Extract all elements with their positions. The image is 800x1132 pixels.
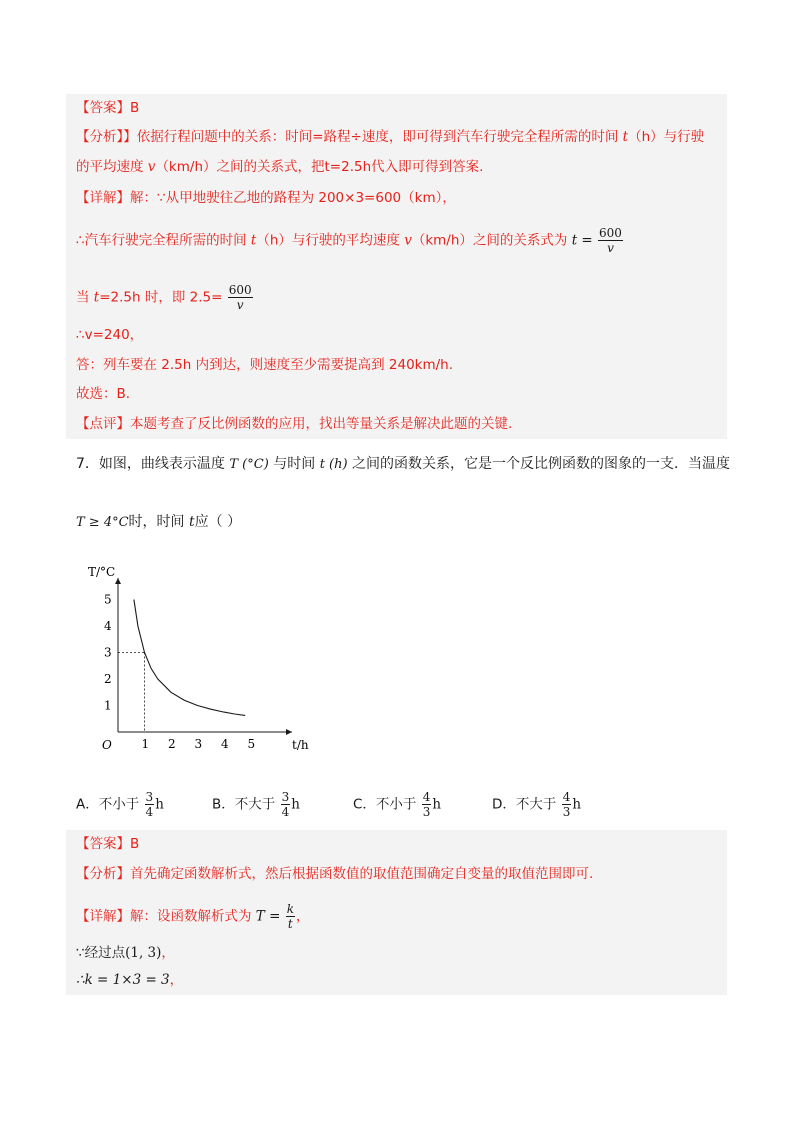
x-tick-label: 5 <box>247 737 256 751</box>
detail-6-line6 <box>76 384 130 404</box>
analysis-text: 的平均速度 <box>76 159 144 175</box>
fraction-numerator: 4 <box>562 790 571 804</box>
x-tick-label: 4 <box>221 737 229 751</box>
t-unit: t (h) <box>319 457 348 472</box>
detail-6-line3 <box>76 283 254 312</box>
question-text: 时，时间 <box>128 514 185 530</box>
fraction-numerator: 4 <box>422 790 431 804</box>
var-t: t <box>622 129 629 145</box>
detail-7-line3 <box>76 970 183 990</box>
equation: ∴k = 1×3 = 3 <box>76 972 170 988</box>
analysis-text: （km/h）之间的关系式，把 <box>155 159 325 175</box>
fraction-denominator: v <box>236 298 244 312</box>
fraction-600-over-v <box>598 226 623 255</box>
option-fraction <box>422 790 432 819</box>
detail-text: ∴汽车行驶完全程所需的时间 <box>76 232 247 249</box>
detail-7-line1 <box>76 902 309 931</box>
option-c[interactable] <box>353 790 441 819</box>
detail-6-line2 <box>76 226 624 255</box>
point: (1, 3) <box>125 945 162 961</box>
option-a[interactable] <box>76 790 164 819</box>
y-axis-label: T/°C <box>88 565 116 579</box>
analysis-text: 首先确定函数解析式，然后根据函数值的取值范围确定自变量的取值范围即可. <box>130 866 594 882</box>
question-text: 与时间 <box>273 456 316 472</box>
var-v: v <box>147 159 156 175</box>
x-axis-label: t/h <box>292 738 309 752</box>
detail-text: 当 <box>76 289 90 306</box>
answer-text: 【答案】B <box>76 836 140 852</box>
detail-6-line4 <box>76 325 143 345</box>
x-tick-label: 3 <box>194 737 203 751</box>
fraction-numerator: 600 <box>599 226 622 240</box>
detail-text: 解：设函数解析式为 <box>130 908 252 925</box>
detail-text: =2.5h 时，即 2.5= <box>99 289 223 306</box>
fraction-numerator: k <box>286 902 294 916</box>
x-tick-label: 1 <box>141 737 150 751</box>
detail-tag: 【详解】 <box>76 908 130 925</box>
y-tick-label: 3 <box>104 645 112 660</box>
option-fraction <box>281 790 291 819</box>
option-d[interactable] <box>492 790 581 819</box>
detail-text: ∵经过点 <box>76 945 126 961</box>
analysis-text: 代入即可得到答案. <box>371 159 484 175</box>
punctuation: ， <box>295 908 310 925</box>
option-unit: h <box>291 796 300 813</box>
fraction-numerator: 3 <box>145 790 154 804</box>
fraction-denominator: 4 <box>281 805 290 819</box>
origin-label: O <box>102 738 112 752</box>
detail-text: （h）与行驶的平均速度 <box>256 232 400 249</box>
fraction-600-over-v-2 <box>228 283 253 312</box>
option-label: C．不小于 <box>353 796 417 813</box>
fraction-k-over-t <box>286 902 295 931</box>
question-7-line1 <box>76 454 730 475</box>
option-unit: h <box>432 796 442 813</box>
fraction-denominator: t <box>287 917 293 931</box>
t-value: t=2.5h <box>324 159 372 175</box>
y-tick-label: 4 <box>104 619 112 633</box>
analysis-6-line2 <box>76 157 483 177</box>
x-tick-label: 2 <box>168 737 176 751</box>
detail-text: 故选：B. <box>76 386 131 402</box>
fraction-denominator: 3 <box>422 805 431 819</box>
answer-text: 【答案】B <box>76 100 140 116</box>
var-v: v <box>404 232 412 249</box>
fraction-denominator: 3 <box>562 805 571 819</box>
question-text: 应（ ） <box>194 514 242 530</box>
option-label: B．不大于 <box>212 796 276 813</box>
analysis-text: （h）与行驶 <box>628 129 705 145</box>
equation-lhs: t = <box>571 232 593 249</box>
var-t: t <box>189 514 195 530</box>
y-tick-label: 1 <box>104 698 112 713</box>
detail-6-line5 <box>76 355 453 375</box>
comment-tag: 【点评】 <box>76 416 130 432</box>
punctuation: ， <box>161 945 175 961</box>
var-t: t <box>250 232 257 249</box>
option-label: A．不小于 <box>76 796 140 813</box>
analysis-text: 】依据行程问题中的关系：时间=路程÷速度，即可得到汽车行驶完全程所需的时间 <box>123 129 619 145</box>
punctuation: ， <box>169 972 184 988</box>
answer-6 <box>76 98 139 118</box>
question-text: 7．如图，曲线表示温度 <box>76 456 225 472</box>
option-unit: h <box>155 796 164 813</box>
option-b[interactable] <box>212 790 300 819</box>
option-fraction <box>562 790 572 819</box>
fraction-numerator: 600 <box>228 283 252 297</box>
comment-6 <box>76 414 512 434</box>
var-t: t <box>93 289 100 306</box>
condition: T ≥ 4°C <box>76 515 129 530</box>
question-7-line2 <box>76 512 241 533</box>
detail-text: 解：∵从甲地驶往乙地的路程为 200×3=600（km）， <box>130 190 456 206</box>
analysis-7 <box>76 864 593 884</box>
analysis-6-line1 <box>76 127 704 147</box>
curve-series <box>134 600 245 716</box>
y-tick-label: 2 <box>104 672 112 686</box>
detail-tag: 【详解】 <box>76 190 130 206</box>
detail-text: ∴v=240， <box>76 327 144 343</box>
analysis-tag: 【分析】 <box>76 866 130 882</box>
answer-7 <box>76 834 139 854</box>
detail-text: 答：列车要在 2.5h 内到达，则速度至少需要提高到 240km/h. <box>76 357 454 373</box>
equation-lhs: T = <box>255 908 281 925</box>
T-unit: T (°C) <box>229 457 269 472</box>
option-fraction <box>145 790 155 819</box>
detail-7-line2 <box>76 943 175 963</box>
option-unit: h <box>572 796 582 813</box>
y-tick-label: 5 <box>104 592 112 607</box>
inverse-proportion-graph <box>70 560 330 760</box>
fraction-denominator: 4 <box>145 805 154 819</box>
analysis-tag: 【分析】 <box>76 129 124 145</box>
question-text: 之间的函数关系，它是一个反比例函数的图象的一支．当温度 <box>352 456 731 472</box>
option-label: D．不大于 <box>492 796 557 813</box>
fraction-denominator: v <box>607 241 614 255</box>
detail-text: （km/h）之间的关系式为 <box>411 232 568 249</box>
fraction-numerator: 3 <box>281 790 290 804</box>
detail-6-line1 <box>76 188 456 208</box>
comment-text: 本题考查了反比例函数的应用，找出等量关系是解决此题的关键. <box>130 416 513 432</box>
